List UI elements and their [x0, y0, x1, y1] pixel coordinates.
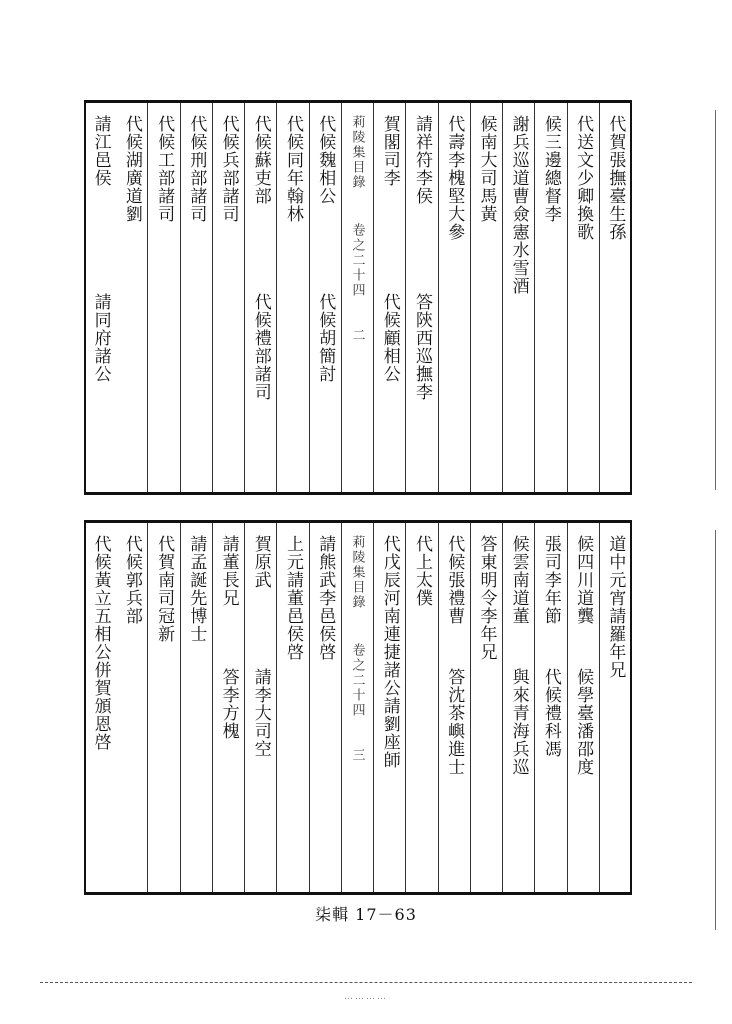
toc-column	[502, 523, 535, 892]
toc-column	[567, 523, 600, 892]
bottom-table-of-contents-panel	[84, 520, 632, 895]
toc-entry: 候學臺潘邵度	[573, 668, 594, 776]
toc-entry: 候三邊總督李	[540, 115, 561, 223]
toc-column	[115, 103, 148, 492]
toc-entry: 代候禮科馮	[540, 668, 561, 758]
toc-entry: 代候郭兵部	[121, 535, 142, 625]
toc-entry: 代賀南司冠新	[154, 535, 175, 643]
toc-entry: 請董長兄	[218, 535, 239, 607]
toc-entry: 謝兵巡道曹僉憲水雪酒	[508, 115, 529, 295]
toc-column	[84, 523, 116, 892]
toc-entry: 答東明令李年兄	[476, 535, 497, 661]
toc-entry: 代賀張撫臺生孫	[605, 115, 626, 241]
toc-column	[309, 523, 342, 892]
running-header: 卷之二十四	[349, 223, 365, 298]
toc-entry: 代候黃立五相公併賀頒恩啓	[90, 535, 111, 751]
toc-entry: 賀原武	[250, 535, 271, 589]
toc-entry: 代候蘇吏部	[250, 115, 271, 205]
toc-column	[244, 523, 277, 892]
toc-entry: 請江邑侯	[90, 115, 111, 187]
running-header: 莉陵集目錄	[349, 115, 365, 190]
running-header: 卷之二十四	[349, 643, 365, 718]
page-number-footer: 柒輯 17－63	[315, 905, 417, 924]
toc-entry: 請熊武李邑侯啓	[315, 535, 336, 661]
toc-column	[502, 103, 535, 492]
toc-entry: 候南大司馬黃	[476, 115, 497, 223]
toc-column	[115, 523, 148, 892]
toc-entry: 答李方槐	[218, 668, 239, 740]
toc-column	[341, 523, 374, 892]
toc-entry: 代候同年翰林	[283, 115, 304, 223]
toc-column	[147, 103, 180, 492]
edge-mark	[715, 530, 716, 930]
scan-stamp: …………	[344, 992, 388, 1002]
toc-entry: 代候張禮曹	[444, 535, 465, 625]
toc-column	[534, 523, 567, 892]
toc-entry: 道中元宵請羅年兄	[605, 535, 626, 679]
toc-entry: 代送文少卿換歌	[573, 115, 594, 241]
toc-entry: 賀閣司李	[379, 115, 400, 187]
toc-column	[567, 103, 600, 492]
toc-column	[470, 103, 503, 492]
toc-entry: 代候湖廣道劉	[121, 115, 142, 223]
toc-column	[341, 103, 374, 492]
toc-entry: 候四川道龔	[573, 535, 594, 625]
toc-column	[276, 523, 309, 892]
toc-entry: 代候工部諸司	[154, 115, 175, 223]
toc-entry: 代上太僕	[411, 535, 432, 607]
toc-entry: 與來青海兵巡	[508, 668, 529, 776]
toc-entry: 上元請董邑侯啓	[283, 535, 304, 661]
edge-mark	[715, 110, 716, 490]
toc-column	[599, 523, 632, 892]
top-table-of-contents-panel	[84, 100, 632, 495]
toc-entry: 代候魏相公	[315, 115, 336, 205]
toc-column	[438, 523, 471, 892]
toc-column	[599, 103, 632, 492]
toc-entry: 請孟誕先博士	[186, 535, 207, 643]
toc-column	[373, 523, 406, 892]
toc-entry: 代候顧相公	[379, 293, 400, 383]
toc-entry: 代候胡簡討	[315, 293, 336, 383]
toc-entry: 請李大司空	[250, 668, 271, 758]
toc-column	[212, 523, 245, 892]
toc-column	[212, 103, 245, 492]
toc-entry: 代候禮部諸司	[250, 293, 271, 401]
toc-column	[180, 523, 213, 892]
toc-entry: 候雲南道董	[508, 535, 529, 625]
toc-entry: 代壽李槐堅大參	[444, 115, 465, 241]
toc-column	[373, 103, 406, 492]
toc-column	[84, 103, 116, 492]
toc-entry: 請祥符李侯	[411, 115, 432, 205]
toc-column	[276, 103, 309, 492]
toc-entry: 張司李年節	[540, 535, 561, 625]
running-header: 三	[349, 748, 365, 763]
bottom-rule	[40, 982, 692, 983]
toc-entry: 代戊辰河南連捷諸公請劉座師	[379, 535, 400, 769]
toc-entry: 代候刑部諸司	[186, 115, 207, 223]
toc-entry: 答沈茶嶼進士	[444, 668, 465, 776]
toc-column	[438, 103, 471, 492]
toc-column	[470, 523, 503, 892]
toc-column	[180, 103, 213, 492]
toc-column	[244, 103, 277, 492]
running-header: 二	[349, 328, 365, 343]
toc-entry: 答陝西巡撫李	[411, 293, 432, 401]
toc-column	[309, 103, 342, 492]
toc-entry: 請同府諸公	[90, 293, 111, 383]
toc-column	[405, 103, 438, 492]
running-header: 莉陵集目錄	[349, 535, 365, 610]
toc-column	[147, 523, 180, 892]
toc-entry: 代候兵部諸司	[218, 115, 239, 223]
toc-column	[405, 523, 438, 892]
toc-column	[534, 103, 567, 492]
